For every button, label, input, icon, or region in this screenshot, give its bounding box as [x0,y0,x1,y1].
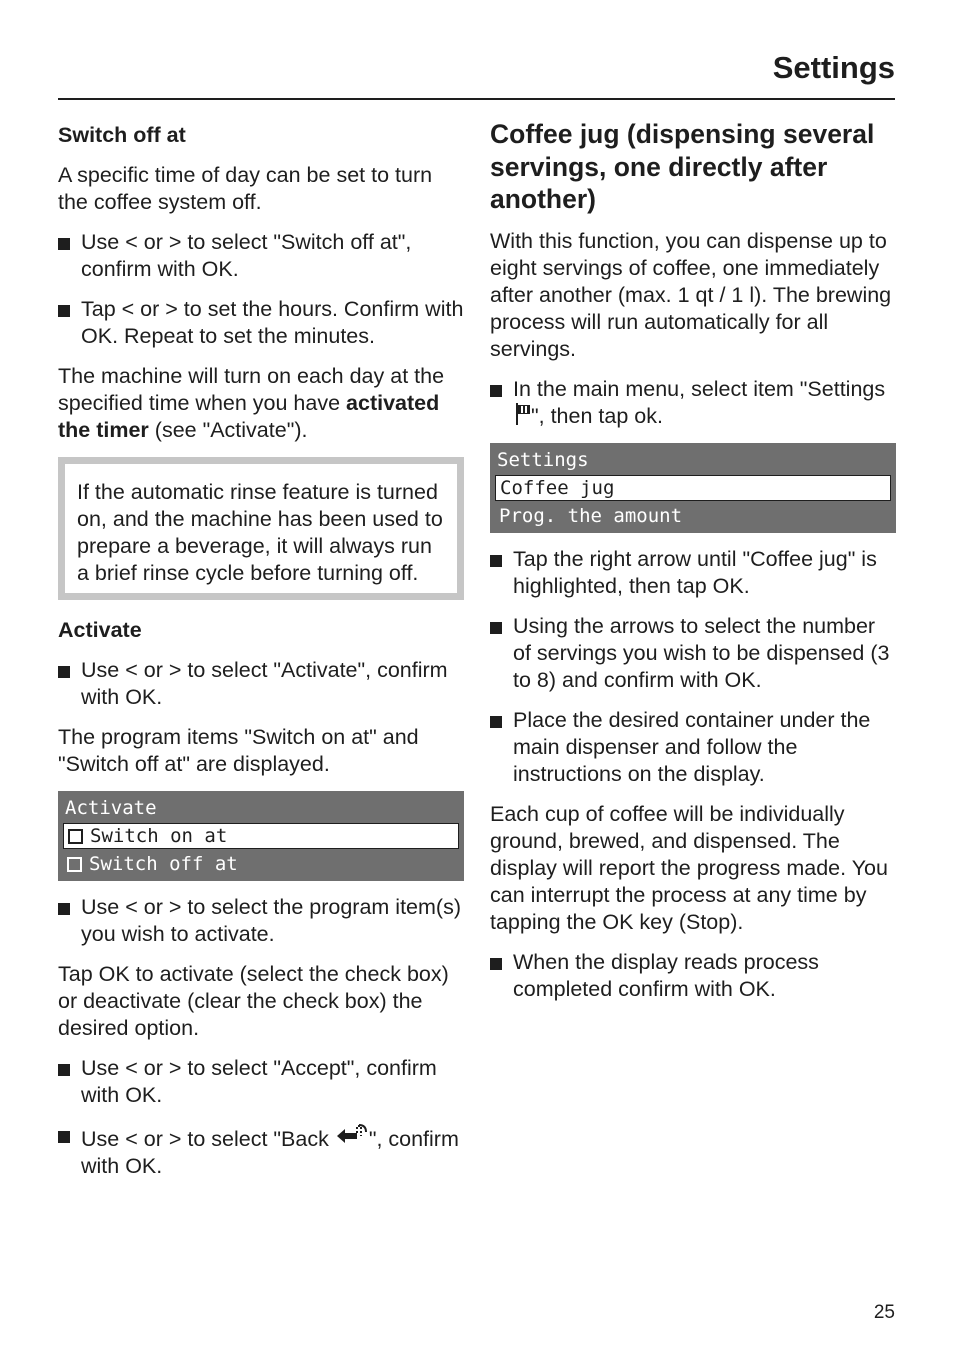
machine-text-bold: activated the timer [58,391,440,442]
list-item [490,613,896,694]
switch-off-intro: A specific time of day can be set to turn the coffee system off. [58,163,433,214]
bullet-icon [490,622,502,634]
note-box [58,457,464,600]
display-row-switch-off [63,851,459,877]
right-column [490,118,896,1016]
bullet-icon [490,716,502,728]
coffee-jug-intro: With this function, you can dispense up to eight servings of coffee, one immediately after another (max. 1 qt / 1 l). The brewing process will run automatically for all servings. [490,228,892,361]
page-number: 25 [873,1302,895,1323]
machine-text-before: The machine will turn on each day at the specified time when you have [58,364,445,415]
back-step-after: ", confirm with OK. [81,1127,459,1178]
list-item-text: Use < or > to select "Switch off at", confirm with OK. [81,230,412,281]
display-row-coffee-jug [495,475,891,501]
each-cup-text: Each cup of coffee will be individually ground, brewed, and dispensed. The display will report the progress made. You can interrupt the process at any time by tapping the OK key (Stop). [490,801,888,934]
display-row-label: Prog. the amount [499,504,683,527]
header-rule [58,98,895,100]
list-item [58,894,464,948]
bullet-icon [58,1064,70,1076]
list-item-text: Place the desired container under the main dispenser and follow the instructions on the display. [513,707,871,786]
list-item [58,1122,464,1180]
settings-display [490,443,896,533]
list-item [58,296,464,350]
settings-flag-icon [515,403,529,425]
list-item-text: Use < or > to select the program item(s) you wish to activate. [81,895,461,946]
display-title: Activate [65,797,157,819]
bullet-icon [58,666,70,678]
bullet-icon [490,385,502,397]
activate-heading: Activate [58,618,142,642]
list-item [58,1055,464,1109]
back-step-before: Use < or > to select "Back [81,1127,335,1151]
list-item [490,376,896,430]
list-item-text: When the display reads process completed confirm with OK. [513,949,819,1001]
list-item-text: Use < or > to select "Accept", confirm with OK. [81,1056,437,1107]
display-row-label: Switch off at [89,853,238,875]
checkbox-icon [68,829,83,844]
list-item [490,949,896,1003]
display-row-switch-on [63,823,459,849]
list-item-text: Using the arrows to select the number of servings you wish to be dispensed (3 to 8) and confirm with OK. [513,613,890,692]
display-row-label: Switch on at [90,825,228,847]
list-item-text: Tap the right arrow until "Coffee jug" is highlighted, then tap OK. [513,546,877,598]
switch-off-heading: Switch off at [58,123,186,147]
bullet-icon [58,305,70,317]
display-title: Settings [497,448,589,471]
display-row-label: Coffee jug [500,476,615,499]
tap-ok-text: Tap OK to activate (select the check box) or deactivate (clear the check box) the desired option. [58,962,449,1040]
list-item [58,229,464,283]
left-column [58,118,464,1193]
checkbox-icon [67,857,82,872]
main-menu-after: ", then tap ok. [531,403,663,428]
coffee-jug-heading: Coffee jug (dispensing several servings, one directly after another) [490,119,875,214]
back-arrow-icon [335,1122,369,1150]
bullet-icon [490,958,502,970]
bullet-icon [58,903,70,915]
list-item [490,546,896,600]
main-menu-before: In the main menu, select item "Settings [513,376,886,401]
list-item-text [81,1127,459,1178]
machine-timer-text [58,363,464,444]
page-title: Settings [772,50,895,85]
bullet-icon [58,238,70,250]
bullet-icon [490,555,502,567]
list-item [58,657,464,711]
machine-text-after: (see "Activate"). [148,418,308,442]
display-row-prog-amount [495,503,891,529]
activate-display [58,791,464,881]
list-item-text [513,377,885,428]
list-item-text: Use < or > to select "Activate", confirm with OK. [81,658,448,709]
bullet-icon [58,1131,70,1143]
program-items-text: The program items "Switch on at" and "Switch off at" are displayed. [58,725,419,776]
note-text: If the automatic rinse feature is turned on, and the machine has been used to prepare a beverage, it will always run a brief rinse cycle before turning off. [77,480,443,585]
list-item [490,707,896,788]
list-item-text: Tap < or > to set the hours. Confirm with OK. Repeat to set the minutes. [81,297,464,348]
